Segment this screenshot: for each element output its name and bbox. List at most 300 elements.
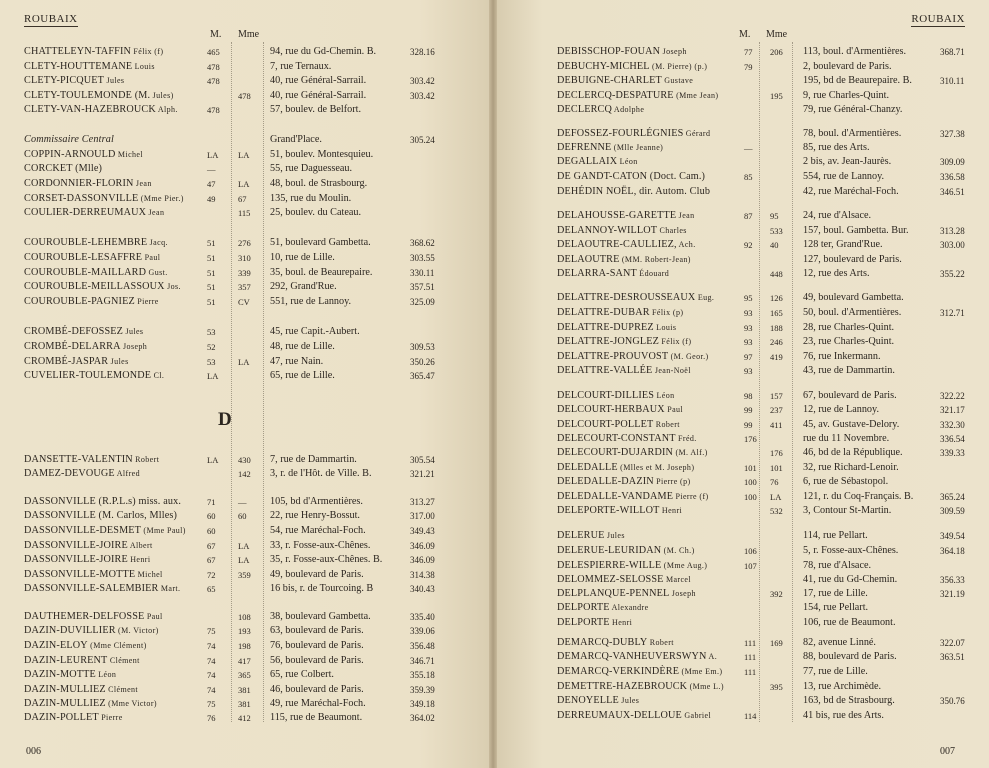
- entry-address: 13, rue Archimède.: [803, 681, 882, 692]
- entry-m-code: —: [207, 164, 216, 174]
- entry-address: 45, rue Capit.-Aubert.: [270, 326, 360, 337]
- entry-mme-code: 533: [770, 226, 783, 236]
- entry-name: [557, 103, 644, 117]
- entry-address: 154, rue Pellart.: [803, 602, 869, 613]
- entry-name: [557, 616, 632, 630]
- entry-mme-code: 395: [770, 682, 783, 692]
- entry-name: [557, 665, 722, 679]
- entry-surname: DAZIN-POLLET: [24, 712, 99, 723]
- entry-name: [24, 295, 159, 309]
- entry-mme-code: 188: [770, 323, 783, 333]
- entry-phone: 314.38: [410, 570, 435, 580]
- entry-mme-code: 237: [770, 405, 783, 415]
- entry-m-code: 51: [207, 253, 216, 263]
- entry-phone: 332.30: [940, 420, 965, 430]
- entry-phone: 317.00: [410, 511, 435, 521]
- entry-name: [24, 683, 138, 697]
- entry-surname: COUROUBLE-LESAFFRE: [24, 252, 143, 263]
- directory-entry: [0, 89, 493, 103]
- entry-m-code: 106: [744, 546, 757, 556]
- directory-entry: [493, 306, 989, 320]
- entry-mme-code: 40: [770, 240, 779, 250]
- entry-given-name: Joseph: [660, 47, 687, 56]
- entry-name: [557, 475, 691, 489]
- entry-given-name: Joseph: [120, 342, 148, 351]
- entry-surname: CLETY-HOUTTEMANE: [24, 61, 133, 72]
- right-col-m-header: M.: [739, 29, 751, 40]
- directory-entry: [0, 369, 493, 383]
- entry-address: 24, rue d'Alsace.: [803, 210, 872, 221]
- entry-address: 105, bd d'Armentières.: [270, 496, 363, 507]
- entry-phone: 309.59: [940, 506, 965, 516]
- directory-entry: [493, 432, 989, 446]
- directory-entry: [493, 185, 989, 199]
- entry-phone: 309.09: [940, 157, 965, 167]
- entry-given-name: Charles: [657, 226, 687, 235]
- entry-name: [557, 224, 687, 238]
- entry-given-name: Clément: [107, 656, 140, 665]
- entry-mme-code: 76: [770, 477, 779, 487]
- entry-m-code: 95: [744, 293, 753, 303]
- entry-m-code: —: [744, 143, 753, 153]
- entry-surname: DEMETTRE-HAZEBROUCK: [557, 681, 688, 692]
- entry-m-code: 74: [207, 670, 216, 680]
- entry-address: 48, boul. de Strasbourg.: [270, 178, 368, 189]
- entry-address: 49, boulevard de Paris.: [270, 569, 364, 580]
- entry-phone: 365.47: [410, 371, 435, 381]
- directory-entry: [0, 192, 493, 206]
- entry-given-name: (M. Victor): [115, 626, 159, 635]
- entry-phone: 346.09: [410, 541, 435, 551]
- entry-surname: DAZIN-DUVILLIER: [24, 625, 116, 636]
- directory-entry: [493, 238, 989, 252]
- entry-address: 163, bd de Strasbourg.: [803, 695, 895, 706]
- entry-surname: DECLERCQ: [557, 104, 612, 115]
- entry-m-code: 77: [744, 47, 753, 57]
- entry-name: [24, 192, 184, 206]
- entry-given-name: (Mlle Jeanne): [611, 143, 664, 152]
- directory-entry: [0, 539, 493, 553]
- entry-address: 16 bis, r. de Tourcoing. B: [270, 583, 374, 594]
- entry-given-name: Henri: [127, 555, 151, 564]
- entry-surname: DASSONVILLE (M. Carlos, Mlles): [24, 510, 178, 521]
- entry-given-name: Léon: [617, 157, 638, 166]
- directory-entry: [0, 697, 493, 711]
- entry-phone: 355.22: [940, 269, 965, 279]
- entry-address: 51, boulevard Gambetta.: [270, 237, 371, 248]
- entry-name: [557, 155, 638, 169]
- directory-entry: [493, 321, 989, 335]
- entry-surname: DAMEZ-DEVOUGE: [24, 468, 115, 479]
- directory-entry: [0, 60, 493, 74]
- entry-given-name: Léon: [95, 670, 117, 679]
- entry-given-name: Michel: [135, 570, 163, 579]
- entry-given-name: Robert: [653, 420, 680, 429]
- entry-name: [557, 446, 708, 460]
- entry-given-name: Gust.: [146, 268, 168, 277]
- directory-entry: [0, 582, 493, 596]
- entry-name: [24, 697, 157, 711]
- entry-surname: DEFRENNE: [557, 142, 612, 153]
- entry-address: 79, rue Général-Chanzy.: [803, 104, 903, 115]
- entry-phone: 310.11: [940, 76, 965, 86]
- entry-address: 48, rue de Lille.: [270, 341, 335, 352]
- entry-given-name: Jean: [676, 211, 695, 220]
- entry-name: [557, 573, 691, 587]
- entry-mme-code: 157: [770, 391, 783, 401]
- entry-given-name: (M. Alf.): [673, 448, 708, 457]
- entry-given-name: Alfred: [114, 469, 141, 478]
- entry-surname: DAZIN-MULLIEZ: [24, 684, 106, 695]
- directory-entry: [493, 155, 989, 169]
- entry-given-name: Jules: [604, 531, 625, 540]
- entry-given-name: Pierre (f): [673, 492, 709, 501]
- directory-entry: [0, 325, 493, 339]
- entry-address: 114, rue Pellart.: [803, 530, 868, 541]
- entry-name: [24, 610, 163, 624]
- entry-mme-code: 193: [238, 626, 251, 636]
- directory-entry: [493, 350, 989, 364]
- entry-phone: 355.18: [410, 670, 435, 680]
- entry-given-name: Paul: [664, 405, 684, 414]
- entry-address: 43, rue de Dammartin.: [803, 365, 895, 376]
- entry-surname: DELEDALLE-DAZIN: [557, 476, 654, 487]
- entry-m-code: 74: [207, 656, 216, 666]
- entry-address: 128 ter, Grand'Rue.: [803, 239, 883, 250]
- entry-name: [24, 74, 124, 88]
- entry-given-name: Jacq.: [147, 238, 168, 247]
- entry-mme-code: 532: [770, 506, 783, 516]
- entry-address: 46, boulevard de Paris.: [270, 684, 364, 695]
- entry-phone: 350.76: [940, 696, 965, 706]
- entry-given-name: Henri: [659, 506, 683, 515]
- entry-phone: 368.71: [940, 47, 965, 57]
- entry-given-name: Paul: [142, 253, 161, 262]
- entry-given-name: Gérard: [683, 129, 711, 138]
- entry-address: 12, rue des Arts.: [803, 268, 870, 279]
- directory-entry: [493, 74, 989, 88]
- entry-address: 23, rue Charles-Quint.: [803, 336, 895, 347]
- directory-entry: [493, 573, 989, 587]
- entry-surname: DELAHOUSSE-GARETTE: [557, 210, 677, 221]
- directory-entry: [0, 103, 493, 117]
- directory-entry: [0, 495, 493, 509]
- entry-surname: DELPLANQUE-PENNEL: [557, 588, 670, 599]
- entry-given-name: (Mme Paul): [141, 526, 186, 535]
- directory-entry: [493, 446, 989, 460]
- directory-entry: [493, 127, 989, 141]
- entry-surname: DELECOURT-CONSTANT: [557, 433, 676, 444]
- entry-given-name: Louis: [132, 62, 155, 71]
- entry-name: [24, 133, 114, 147]
- directory-entry: [493, 504, 989, 518]
- directory-entry: [493, 665, 989, 679]
- entry-mme-code: 101: [770, 463, 783, 473]
- book-gutter: [489, 0, 497, 768]
- directory-entry: [493, 475, 989, 489]
- entry-address: 38, boulevard Gambetta.: [270, 611, 371, 622]
- entry-m-code: 51: [207, 268, 216, 278]
- entry-surname: DEBUIGNE-CHARLET: [557, 75, 662, 86]
- entry-address: 3, r. de l'Hôt. de Ville. B.: [270, 468, 372, 479]
- entry-surname: DEBUCHY-MICHEL: [557, 61, 650, 72]
- directory-entry: [0, 251, 493, 265]
- entry-name: [557, 267, 669, 281]
- entry-phone: 328.16: [410, 47, 435, 57]
- entry-surname: CUVELIER-TOULEMONDE: [24, 370, 152, 381]
- entry-given-name: A.: [706, 652, 718, 661]
- directory-entry: [0, 355, 493, 369]
- entry-given-name: (M. Pierre) (p.): [649, 62, 708, 71]
- entry-phone: 303.00: [940, 240, 965, 250]
- entry-address: 65, rue Colbert.: [270, 669, 334, 680]
- entry-mme-code: 198: [238, 641, 251, 651]
- entry-surname: DAUTHEMER-DELFOSSE: [24, 611, 145, 622]
- directory-entry: [0, 453, 493, 467]
- entry-given-name: Félix (f): [659, 337, 692, 346]
- directory-entry: [0, 668, 493, 682]
- entry-surname: COUROUBLE-MEILLASSOUX: [24, 281, 165, 292]
- entry-m-code: 478: [207, 105, 220, 115]
- entry-name: [24, 639, 147, 653]
- entry-name: [557, 350, 709, 364]
- entry-m-code: 67: [207, 541, 216, 551]
- entry-name: [557, 587, 696, 601]
- entry-m-code: 99: [744, 420, 753, 430]
- entry-given-name: Robert: [132, 455, 160, 464]
- entry-name: [24, 582, 180, 596]
- entry-mme-code: CV: [238, 297, 250, 307]
- directory-entry: [493, 461, 989, 475]
- entry-mme-code: LA: [238, 357, 250, 367]
- entry-mme-code: 392: [770, 589, 783, 599]
- entry-name: [24, 206, 164, 220]
- entry-surname: DELATTRE-DESROUSSEAUX: [557, 292, 696, 303]
- entry-phone: 321.17: [940, 405, 965, 415]
- entry-phone: 346.51: [940, 187, 965, 197]
- entry-address: 40, rue Général-Sarrail.: [270, 75, 367, 86]
- entry-mme-code: 365: [238, 670, 251, 680]
- entry-m-code: 74: [207, 641, 216, 651]
- entry-address: 157, boul. Gambetta. Bur.: [803, 225, 909, 236]
- entry-given-name: (Mme Aug.): [661, 561, 708, 570]
- left-col-mme-header: Mme: [238, 29, 260, 40]
- entry-name: [24, 266, 168, 280]
- entry-m-code: 98: [744, 391, 753, 401]
- entry-name: [557, 74, 693, 88]
- entry-name: [557, 291, 714, 305]
- directory-entry: [0, 133, 493, 147]
- entry-phone: 330.11: [410, 268, 435, 278]
- entry-name: [24, 103, 178, 117]
- entry-surname: CLETY-PICQUET: [24, 75, 105, 86]
- entry-phone: 350.26: [410, 357, 435, 367]
- directory-entry: [493, 389, 989, 403]
- entry-name: [24, 711, 123, 725]
- entry-surname: DASSONVILLE (R.P.L.s) miss. aux.: [24, 496, 182, 507]
- entry-m-code: LA: [207, 371, 219, 381]
- directory-entry: [0, 177, 493, 191]
- entry-name: [557, 335, 691, 349]
- entry-surname: DELERUE: [557, 530, 605, 541]
- entry-given-name: (Mme Clément): [87, 641, 147, 650]
- entry-m-code: 74: [207, 685, 216, 695]
- entry-given-name: Joseph: [669, 589, 696, 598]
- entry-address: 10, rue de Lille.: [270, 252, 335, 263]
- entry-name: [557, 60, 707, 74]
- entry-phone: 303.42: [410, 76, 435, 86]
- entry-name: [24, 355, 129, 369]
- left-page-header: ROUBAIX: [24, 13, 78, 25]
- entry-name: [557, 127, 710, 141]
- entry-mme-code: 176: [770, 448, 783, 458]
- entry-phone: 339.33: [940, 448, 965, 458]
- entry-mme-code: LA: [238, 555, 250, 565]
- entry-m-code: 52: [207, 342, 216, 352]
- entry-mme-code: 417: [238, 656, 251, 666]
- entry-name: [24, 509, 177, 523]
- entry-name: [557, 364, 691, 378]
- directory-entry: [0, 467, 493, 481]
- entry-address: 7, rue de Dammartin.: [270, 454, 357, 465]
- entry-given-name: Adolphe: [611, 105, 645, 114]
- entry-surname: DELCOURT-POLLET: [557, 419, 654, 430]
- entry-mme-code: 115: [238, 208, 251, 218]
- entry-phone: 357.51: [410, 282, 435, 292]
- entry-phone: 309.53: [410, 342, 435, 352]
- entry-name: [557, 490, 709, 504]
- entry-m-code: 51: [207, 238, 216, 248]
- entry-m-code: 93: [744, 308, 753, 318]
- directory-entry: [493, 141, 989, 155]
- directory-entry: [0, 236, 493, 250]
- entry-name: [24, 654, 140, 668]
- directory-entry: [493, 209, 989, 223]
- entry-address: 54, rue Maréchal-Foch.: [270, 525, 366, 536]
- entry-m-code: 51: [207, 297, 216, 307]
- entry-m-code: 79: [744, 62, 753, 72]
- entry-phone: 303.55: [410, 253, 435, 263]
- entry-surname: DELECOURT-DUJARDIN: [557, 447, 674, 458]
- entry-address: 135, rue du Moulin.: [270, 193, 352, 204]
- entry-surname: CHATTELEYN-TAFFIN: [24, 46, 131, 57]
- entry-address: 63, boulevard de Paris.: [270, 625, 364, 636]
- entry-name: [557, 529, 625, 543]
- entry-phone: 321.19: [940, 589, 965, 599]
- directory-entry: [0, 639, 493, 653]
- entry-surname: DELEPORTE-WILLOT: [557, 505, 660, 516]
- entry-name: [24, 60, 155, 74]
- entry-address: 22, rue Henry-Bossut.: [270, 510, 360, 521]
- entry-m-code: 93: [744, 323, 753, 333]
- entry-name: [24, 177, 152, 191]
- directory-entry: [0, 266, 493, 280]
- directory-entry: [493, 559, 989, 573]
- entry-address: 82, avenue Linné.: [803, 637, 876, 648]
- entry-address: 65, rue de Lille.: [270, 370, 335, 381]
- entry-address: 28, rue Charles-Quint.: [803, 322, 895, 333]
- directory-entry: [493, 587, 989, 601]
- entry-address: 77, rue de Lille.: [803, 666, 868, 677]
- entry-surname: DASSONVILLE-DESMET: [24, 525, 142, 536]
- directory-entry: [0, 683, 493, 697]
- entry-given-name: Eug.: [695, 293, 715, 302]
- entry-surname: DELCOURT-HERBAUX: [557, 404, 665, 415]
- entry-m-code: 76: [207, 713, 216, 723]
- entry-address: 78, boul. d'Armentières.: [803, 128, 902, 139]
- entry-surname: DEMARCQ-DUBLY: [557, 637, 648, 648]
- entry-given-name: Louis: [653, 323, 677, 332]
- entry-name: [557, 170, 705, 184]
- entry-address: 554, rue de Lannoy.: [803, 171, 885, 182]
- entry-surname: DELCOURT-DILLIES: [557, 390, 655, 401]
- directory-entry: [493, 267, 989, 281]
- entry-phone: 303.42: [410, 91, 435, 101]
- entry-m-code: 72: [207, 570, 216, 580]
- entry-address: 50, boul. d'Armentières.: [803, 307, 902, 318]
- entry-surname: DANSETTE-VALENTIN: [24, 454, 133, 465]
- entry-given-name: Jean: [133, 179, 152, 188]
- entry-address: 46, bd de la République.: [803, 447, 903, 458]
- left-directory-list: [0, 0, 493, 768]
- entry-mme-code: 195: [770, 91, 783, 101]
- entry-m-code: 176: [744, 434, 757, 444]
- directory-entry: [493, 291, 989, 305]
- entry-name: [24, 251, 160, 265]
- entry-phone: 322.07: [940, 638, 965, 648]
- entry-name: [24, 495, 181, 509]
- entry-address: 25, boulev. du Cateau.: [270, 207, 362, 218]
- entry-name: [557, 141, 663, 155]
- entry-address: 35, r. Fosse-aux-Chênes. B.: [270, 554, 383, 565]
- entry-name: [24, 568, 163, 582]
- entry-given-name: Jules): [150, 91, 174, 100]
- directory-entry: [0, 280, 493, 294]
- entry-mme-code: 165: [770, 308, 783, 318]
- entry-phone: 356.48: [410, 641, 435, 651]
- entry-address: 94, rue du Gd-Chemin. B.: [270, 46, 377, 57]
- directory-entry: [0, 74, 493, 88]
- directory-entry: [0, 524, 493, 538]
- entry-m-code: 97: [744, 352, 753, 362]
- entry-name: [557, 89, 719, 103]
- entry-name: [24, 236, 168, 250]
- entry-phone: 363.51: [940, 652, 965, 662]
- entry-m-code: 111: [744, 652, 757, 662]
- entry-given-name: Jules: [108, 357, 129, 366]
- entry-address: 85, rue des Arts.: [803, 142, 870, 153]
- entry-given-name: (M. Geor.): [668, 352, 709, 361]
- entry-address: 6, rue de Sébastopol.: [803, 476, 889, 487]
- entry-phone: 322.22: [940, 391, 965, 401]
- entry-surname: DAZIN-MULLIEZ: [24, 698, 106, 709]
- entry-name: [24, 553, 150, 567]
- entry-surname: DEMARCQ-VANHEUVERSWYN: [557, 651, 707, 662]
- entry-m-code: 111: [744, 667, 757, 677]
- entry-mme-code: 339: [238, 268, 251, 278]
- entry-given-name: Clément: [105, 685, 139, 694]
- entry-m-code: LA: [207, 150, 219, 160]
- entry-phone: 340.43: [410, 584, 435, 594]
- entry-address: 76, boulevard de Paris.: [270, 640, 364, 651]
- entry-m-code: 99: [744, 405, 753, 415]
- entry-name: [557, 185, 710, 199]
- entry-name: [24, 280, 181, 294]
- entry-surname: DELESPIERRE-WILLE: [557, 560, 662, 571]
- entry-address: 292, Grand'Rue.: [270, 281, 337, 292]
- entry-address: 67, boulevard de Paris.: [803, 390, 897, 401]
- entry-surname: DASSONVILLE-MOTTE: [24, 569, 136, 580]
